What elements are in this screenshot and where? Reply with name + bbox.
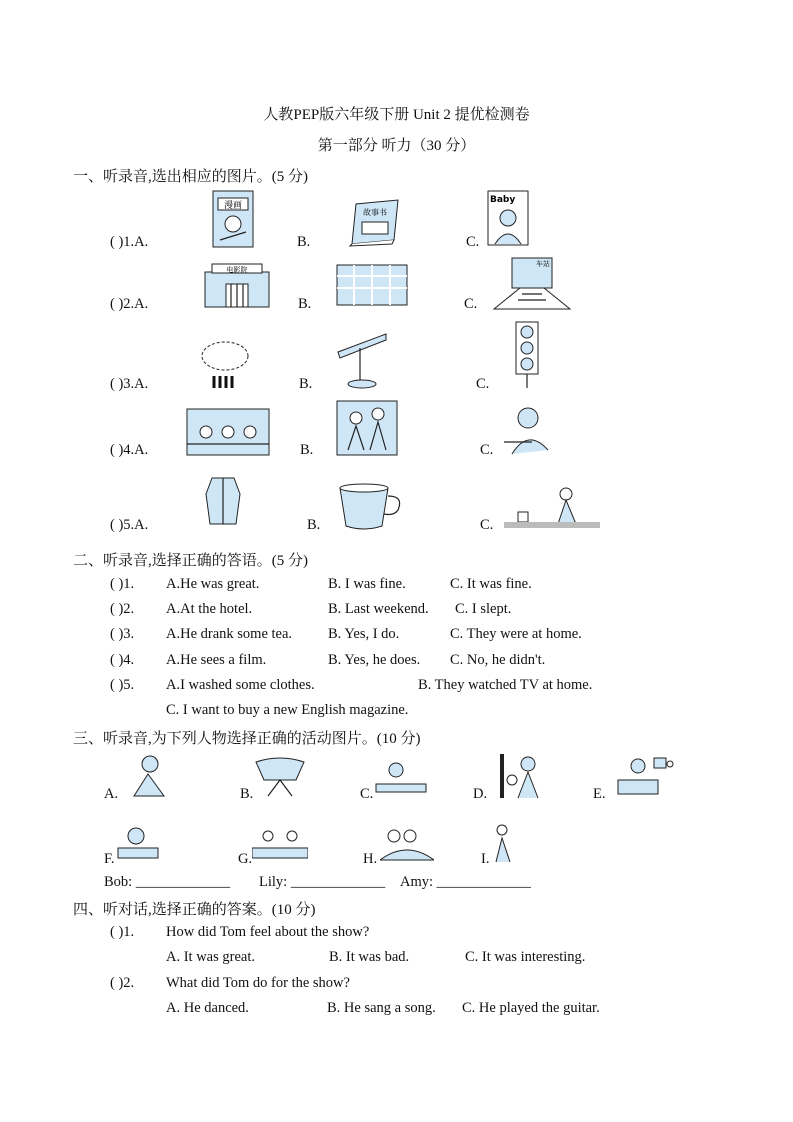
s1-q5-number: ( )5.A. — [110, 517, 149, 533]
s1-q2-number: ( )2.A. — [110, 296, 149, 312]
baby-label: Baby — [490, 195, 516, 205]
s2-q2-number: ( )2. — [110, 601, 135, 617]
s2-q4-c: C. No, he didn't. — [450, 652, 546, 668]
girl-reading-picture — [502, 404, 558, 456]
s2-q3-a: A.He drank some tea. — [166, 626, 293, 642]
s2-q3-c: C. They were at home. — [450, 626, 582, 642]
cinema-label: 电影院 — [226, 266, 248, 274]
s1-q3-b: B. — [299, 376, 313, 392]
s1-q5-b: B. — [307, 517, 321, 533]
cup-picture — [336, 482, 406, 532]
tower-picture — [200, 336, 250, 390]
s2-q4-a: A.He sees a film. — [166, 652, 267, 668]
s4-q2-number: ( )2. — [110, 975, 135, 991]
s2-q2-c: C. I slept. — [455, 601, 512, 617]
activity-f-picture — [116, 826, 160, 860]
s4-q1-a: A. It was great. — [166, 949, 255, 965]
s1-q5-c: C. — [480, 517, 494, 533]
activity-b-picture — [254, 756, 306, 798]
s2-q4-number: ( )4. — [110, 652, 135, 668]
s2-q1-c: C. It was fine. — [450, 576, 532, 592]
page-subtitle: 第一部分 听力（30 分） — [317, 138, 476, 154]
s4-q1-c: C. It was interesting. — [465, 949, 586, 965]
s3-label-a: A. — [104, 786, 119, 802]
s1-q1-b: B. — [297, 234, 311, 250]
section3-heading: 三、听录音,为下列人物选择正确的活动图片。(10 分) — [73, 731, 421, 747]
s3-label-e: E. — [593, 786, 606, 802]
activity-a-picture — [120, 752, 170, 798]
s4-q2-c: C. He played the guitar. — [462, 1000, 600, 1016]
s2-q4-b: B. Yes, he does. — [328, 652, 421, 668]
s4-q1-number: ( )1. — [110, 924, 135, 940]
s3-label-h: H. — [363, 851, 378, 867]
activity-i-picture — [492, 822, 516, 864]
s4-q1-b: B. It was bad. — [329, 949, 410, 965]
answer-amy[interactable]: Amy: _____________ — [400, 874, 531, 890]
activity-g-picture — [252, 828, 308, 862]
girl-with-cat-picture — [504, 484, 600, 528]
s4-q2-a: A. He danced. — [166, 1000, 249, 1016]
s2-q2-a: A.At the hotel. — [166, 601, 253, 617]
answer-lily[interactable]: Lily: _____________ — [259, 874, 386, 890]
s1-q2-c: C. — [464, 296, 478, 312]
activity-d-picture — [494, 752, 546, 800]
comic-label: 漫画 — [223, 201, 243, 211]
s2-q3-b: B. Yes, I do. — [328, 626, 400, 642]
s3-label-i: I. — [481, 851, 490, 867]
activity-e-picture — [614, 754, 674, 798]
s3-label-b: B. — [240, 786, 254, 802]
s2-q2-b: B. Last weekend. — [328, 601, 429, 617]
s1-q3-c: C. — [476, 376, 490, 392]
s2-q5-c: C. I want to buy a new English magazine. — [166, 702, 409, 718]
s4-q1-question: How did Tom feel about the show? — [166, 924, 370, 940]
classroom-picture — [186, 408, 270, 456]
story-book-label: 故事书 — [363, 208, 387, 217]
answer-bob[interactable]: Bob: _____________ — [104, 874, 231, 890]
s4-q2-b: B. He sang a song. — [327, 1000, 436, 1016]
s2-q1-a: A.He was great. — [166, 576, 260, 592]
people-dancing-picture — [336, 400, 398, 456]
s4-q2-question: What did Tom do for the show? — [166, 975, 350, 991]
station-picture — [492, 254, 572, 310]
s1-q4-b: B. — [300, 442, 314, 458]
s2-q5-number: ( )5. — [110, 677, 135, 693]
s2-q1-b: B. I was fine. — [328, 576, 406, 592]
coat-picture — [204, 474, 242, 528]
story-book-picture — [348, 198, 402, 248]
s3-label-c: C. — [360, 786, 374, 802]
s2-q3-number: ( )3. — [110, 626, 135, 642]
s1-q3-number: ( )3.A. — [110, 376, 149, 392]
section2-heading: 二、听录音,选择正确的答语。(5 分) — [73, 553, 308, 569]
s2-q5-a: A.I washed some clothes. — [166, 677, 315, 693]
s2-q5-b: B. They watched TV at home. — [418, 677, 593, 693]
s3-label-f: F. — [104, 851, 115, 867]
s1-q4-number: ( )4.A. — [110, 442, 149, 458]
s3-label-g: G. — [238, 851, 253, 867]
s1-q4-c: C. — [480, 442, 494, 458]
activity-h-picture — [380, 826, 434, 862]
s1-q2-b: B. — [298, 296, 312, 312]
s3-label-d: D. — [473, 786, 488, 802]
s1-q1-c: C. — [466, 234, 480, 250]
section4-heading: 四、听对话,选择正确的答案。(10 分) — [73, 902, 316, 918]
cinema-picture — [204, 262, 270, 308]
activity-c-picture — [374, 760, 428, 796]
s2-q1-number: ( )1. — [110, 576, 135, 592]
building-picture — [336, 264, 408, 306]
station-label: 车站 — [536, 260, 550, 268]
section1-heading: 一、听录音,选出相应的图片。(5 分) — [73, 169, 308, 185]
traffic-light-picture — [506, 320, 546, 390]
page-title: 人教PEP版六年级下册 Unit 2 提优检测卷 — [263, 107, 530, 123]
comic-book-picture — [212, 190, 254, 248]
desk-lamp-picture — [336, 330, 388, 390]
baby-magazine-picture — [487, 190, 529, 246]
s1-q1-number: ( )1.A. — [110, 234, 149, 250]
